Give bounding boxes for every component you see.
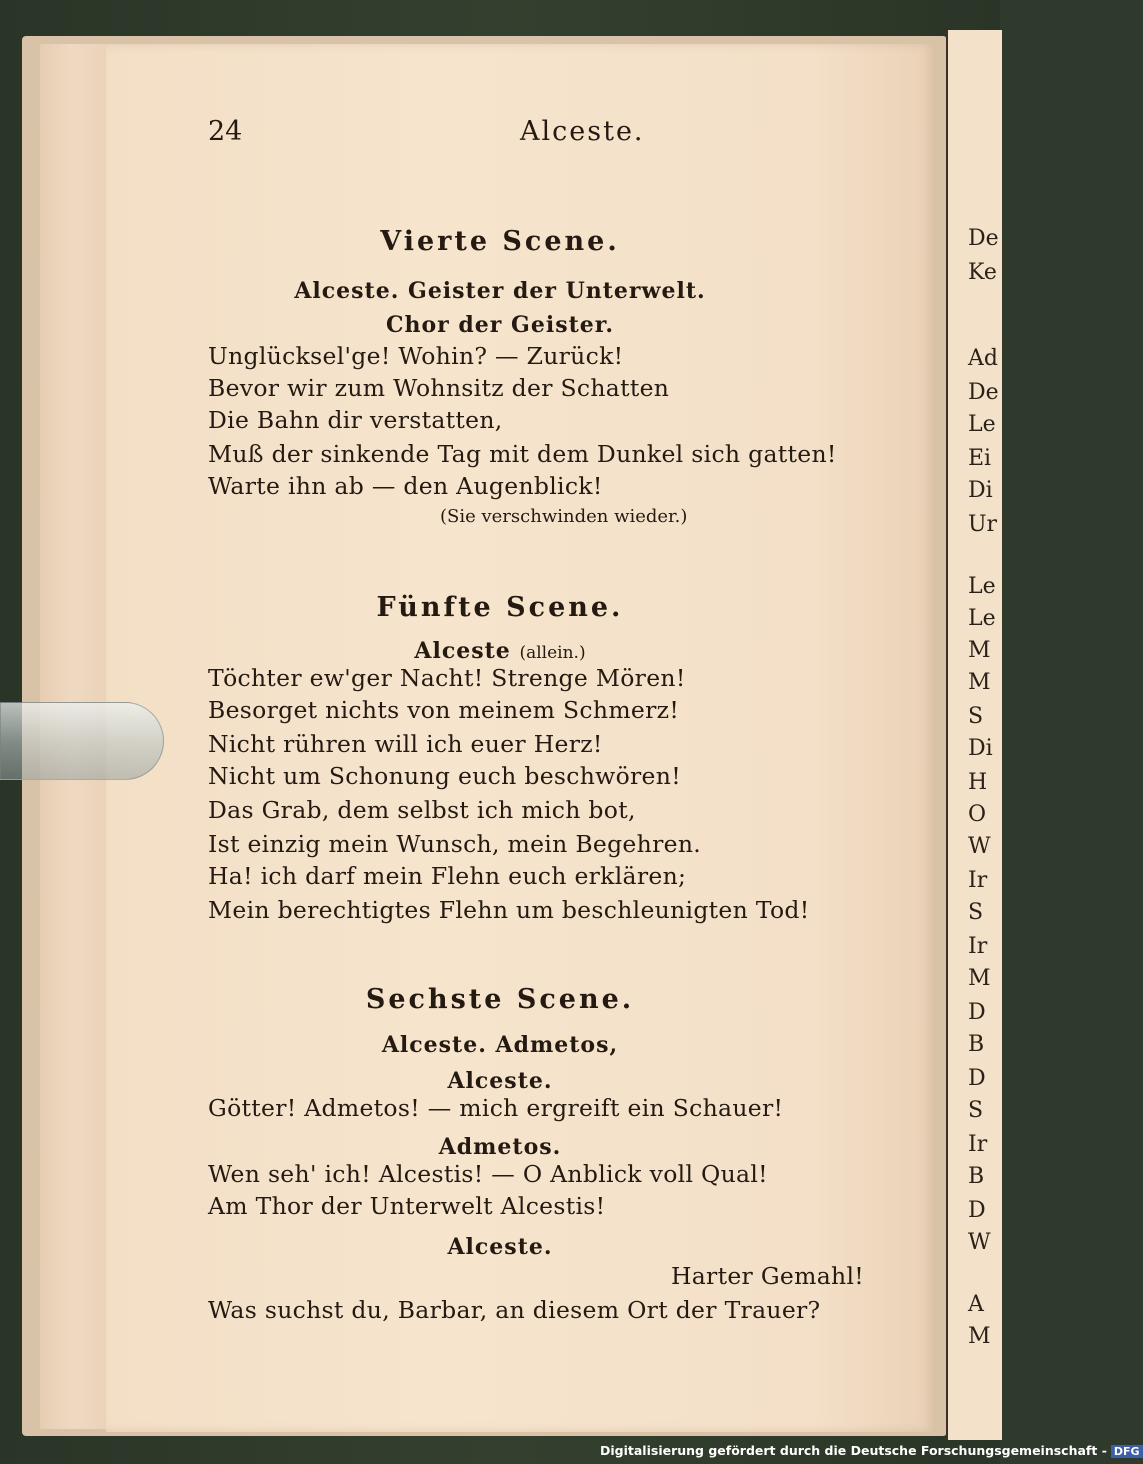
verse-line: Bevor wir zum Wohnsitz der Schatten bbox=[208, 374, 670, 402]
scene-4-title: Vierte Scene. bbox=[380, 226, 620, 257]
scene-6-speaker: Alceste. bbox=[447, 1234, 553, 1260]
verse-line: Das Grab, dem selbst ich mich bot, bbox=[208, 796, 636, 824]
verse-line: Nicht rühren will ich euer Herz! bbox=[208, 730, 603, 758]
page-number: 24 bbox=[208, 116, 243, 147]
digitization-credit bbox=[600, 1443, 1143, 1458]
facing-page-line: M bbox=[968, 966, 991, 991]
verse-line: Unglücksel'ge! Wohin? — Zurück! bbox=[208, 342, 624, 370]
facing-page-line: Ur bbox=[968, 512, 998, 537]
facing-page-line: De bbox=[968, 226, 999, 251]
speaker-name: Alceste bbox=[414, 638, 511, 664]
verse-line: Die Bahn dir verstatten, bbox=[208, 406, 503, 434]
facing-page-line: Di bbox=[968, 478, 993, 503]
verse-line: Besorget nichts von meinem Schmerz! bbox=[208, 696, 680, 724]
facing-page-line: M bbox=[968, 670, 991, 695]
facing-page-line: Le bbox=[968, 606, 996, 631]
facing-page-line: De bbox=[968, 380, 999, 405]
scene-6-speaker: Alceste. bbox=[447, 1068, 553, 1094]
facing-page-line: Ir bbox=[968, 934, 988, 959]
scene-4-cast: Alceste. Geister der Unterwelt. bbox=[294, 278, 706, 304]
verse-line: Töchter ew'ger Nacht! Strenge Mören! bbox=[208, 664, 686, 692]
facing-page-line: Le bbox=[968, 412, 996, 437]
facing-page-line: Ke bbox=[968, 260, 997, 285]
verse-line: Was suchst du, Barbar, an diesem Ort der Trauer? bbox=[208, 1296, 821, 1324]
facing-page-line: Di bbox=[968, 736, 993, 761]
speaker-note: (allein.) bbox=[519, 643, 586, 663]
stage-direction: (Sie verschwinden wieder.) bbox=[440, 506, 688, 527]
facing-page-line: Ir bbox=[968, 1132, 988, 1157]
facing-page-line: A bbox=[968, 1292, 984, 1317]
verse-line: Warte ihn ab — den Augenblick! bbox=[208, 472, 603, 500]
facing-page-line: Ad bbox=[968, 346, 998, 371]
facing-page-line: S bbox=[968, 1098, 984, 1123]
verse-line: Ha! ich darf mein Flehn euch erklären; bbox=[208, 862, 687, 890]
running-title: Alceste. bbox=[520, 116, 645, 147]
facing-page-line: D bbox=[968, 1000, 986, 1025]
scene-6-cast: Alceste. Admetos, bbox=[381, 1032, 619, 1058]
verse-line: Mein berechtigtes Flehn um beschleunigten Tod! bbox=[208, 896, 810, 924]
facing-page-line: S bbox=[968, 900, 984, 925]
verse-line: Götter! Admetos! — mich ergreift ein Schauer! bbox=[208, 1094, 784, 1122]
page-clip bbox=[0, 702, 164, 780]
verse-line: Muß der sinkende Tag mit dem Dunkel sich gatten! bbox=[208, 440, 837, 468]
scene-5-speaker bbox=[0, 638, 1000, 664]
credit-text: Digitalisierung gefördert durch die Deutsche Forschungsgemeinschaft - bbox=[600, 1443, 1107, 1458]
facing-page-line: H bbox=[968, 770, 988, 795]
facing-page-line: O bbox=[968, 802, 987, 827]
scene-4-speaker: Chor der Geister. bbox=[386, 312, 614, 338]
facing-page-line: M bbox=[968, 638, 991, 663]
verse-line: Am Thor der Unterwelt Alcestis! bbox=[208, 1192, 606, 1220]
facing-page-line: Ei bbox=[968, 446, 992, 471]
facing-page-line: Le bbox=[968, 574, 996, 599]
verse-line: Nicht um Schonung euch beschwören! bbox=[208, 762, 681, 790]
scene-6-title: Sechste Scene. bbox=[365, 984, 635, 1015]
scene-6-speaker: Admetos. bbox=[438, 1134, 562, 1160]
facing-page-line: W bbox=[968, 1230, 991, 1255]
facing-page-line: D bbox=[968, 1066, 986, 1091]
dfg-logo: DFG bbox=[1111, 1445, 1143, 1458]
scene-5-title: Fünfte Scene. bbox=[376, 592, 624, 623]
facing-page-line: B bbox=[968, 1032, 985, 1057]
verse-line: Wen seh' ich! Alcestis! — O Anblick voll Qual! bbox=[208, 1160, 768, 1188]
verse-line: Harter Gemahl! bbox=[670, 1262, 864, 1290]
facing-page-line: D bbox=[968, 1198, 986, 1223]
facing-page-line: B bbox=[968, 1164, 985, 1189]
facing-page-line: W bbox=[968, 834, 991, 859]
facing-page-line: S bbox=[968, 704, 984, 729]
verse-line: Ist einzig mein Wunsch, mein Begehren. bbox=[208, 830, 702, 858]
facing-page-line: Ir bbox=[968, 868, 988, 893]
facing-page-line: M bbox=[968, 1324, 991, 1349]
